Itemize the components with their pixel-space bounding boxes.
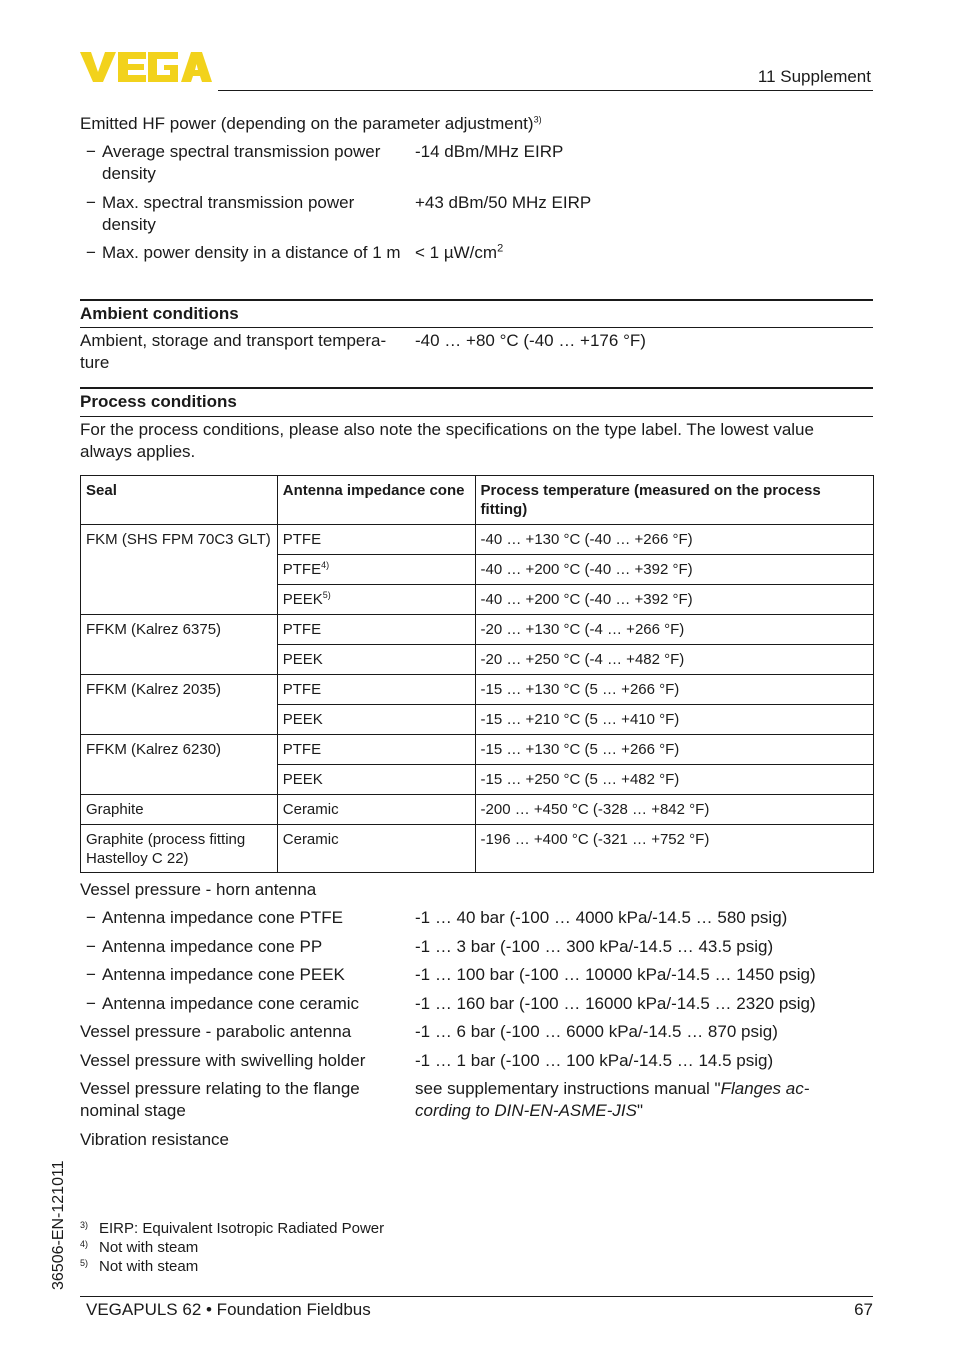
process-heading: Process conditions: [80, 392, 237, 411]
process-temperature-table: [80, 475, 874, 873]
column-header: Antenna impedance cone: [277, 476, 475, 525]
hf-row-value: < 1 $\mu W/cm^2$: [415, 242, 504, 262]
hf-row-label: Average spectral transmission power density: [102, 142, 381, 183]
table-row: [81, 825, 874, 873]
temp-cell: -15 … +130 °C (5 … +266 °F): [475, 735, 873, 765]
table-row: [81, 735, 874, 765]
cone-cell: PEEK: [277, 765, 475, 795]
hf-row-value: -14 dBm/MHz EIRP: [415, 142, 564, 161]
ambient-heading: Ambient conditions: [80, 304, 239, 323]
cone-cell: PTFE: [277, 675, 475, 705]
footer-rule: [80, 1296, 873, 1297]
temp-cell: -40 … +200 °C (-40 … +392 °F): [475, 555, 873, 585]
seal-cell: FFKM (Kalrez 6375): [81, 615, 278, 675]
process-note: For the process conditions, please also note the specifications on the type label. The lowest value always applies.: [80, 420, 814, 461]
flange-value: see supplementary instructions manual "Flanges ac-cording to DIN-EN-ASME-JIS": [415, 1079, 810, 1120]
hf-power-title: Emitted HF power (depending on the parameter adjustment)$^{3)}$: [80, 114, 542, 133]
footnote: 5) Not with steam: [80, 1258, 199, 1275]
column-header: Seal: [81, 476, 278, 525]
cone-cell: PEEK: [277, 645, 475, 675]
temp-cell: -40 … +130 °C (-40 … +266 °F): [475, 525, 873, 555]
section-rule: [80, 416, 873, 417]
dash: −: [86, 243, 96, 262]
temp-cell: -20 … +250 °C (-4 … +482 °F): [475, 645, 873, 675]
dash: −: [86, 142, 96, 161]
section-rule: [80, 387, 873, 389]
table-row: [81, 675, 874, 705]
temp-cell: -15 … +210 °C (5 … +410 °F): [475, 705, 873, 735]
cone-cell: PEEK$^{5)}$: [277, 585, 475, 615]
vibration-label: Vibration resistance: [80, 1130, 229, 1149]
temp-cell: -15 … +130 °C (5 … +266 °F): [475, 675, 873, 705]
table-row: [81, 615, 874, 645]
horn-row-value: -1 … 3 bar (-100 … 300 kPa/-14.5 … 43.5 psig): [415, 937, 774, 956]
cone-cell: PTFE$^{4)}$: [277, 555, 475, 585]
cone-cell: Ceramic: [277, 825, 475, 873]
horn-row-value: -1 … 160 bar (-100 … 16000 kPa/-14.5 … 2320 psig): [415, 994, 816, 1013]
seal-cell: Graphite: [81, 795, 278, 825]
page-number: 67: [854, 1300, 873, 1319]
hf-row-value: +43 dBm/50 MHz EIRP: [415, 193, 592, 212]
vega-logo: [80, 50, 212, 84]
dash: −: [86, 965, 96, 984]
parabolic-label: Vessel pressure - parabolic antenna: [80, 1022, 352, 1041]
table-row: [81, 795, 874, 825]
temp-cell: -20 … +130 °C (-4 … +266 °F): [475, 615, 873, 645]
horn-row-label: Antenna impedance cone PP: [102, 937, 323, 956]
dash: −: [86, 908, 96, 927]
cone-cell: PTFE: [277, 735, 475, 765]
section-title: 11 Supplement: [757, 67, 871, 86]
vega-logo-mark: [80, 50, 212, 84]
footer-product: VEGAPULS 62 • Foundation Fieldbus: [86, 1300, 371, 1319]
footnote: 3) EIRP: Equivalent Isotropic Radiated Power: [80, 1220, 385, 1237]
horn-row-value: -1 … 100 bar (-100 … 10000 kPa/-14.5 … 1450 psig): [415, 965, 816, 984]
table-row: [81, 525, 874, 555]
dash: −: [86, 193, 96, 212]
temp-cell: -15 … +250 °C (5 … +482 °F): [475, 765, 873, 795]
horn-row-value: -1 … 40 bar (-100 … 4000 kPa/-14.5 … 580 psig): [415, 908, 788, 927]
seal-cell: FKM (SHS FPM 70C3 GLT): [81, 525, 278, 615]
header-rule: [218, 90, 873, 91]
temp-cell: -200 … +450 °C (-328 … +842 °F): [475, 795, 873, 825]
horn-row-label: Antenna impedance cone PEEK: [102, 965, 345, 984]
seal-cell: FFKM (Kalrez 6230): [81, 735, 278, 795]
swivel-label: Vessel pressure with swivelling holder: [80, 1051, 366, 1070]
dash: −: [86, 994, 96, 1013]
hf-row-label: Max. spectral transmission power density: [102, 193, 355, 234]
temp-cell: -40 … +200 °C (-40 … +392 °F): [475, 585, 873, 615]
flange-label: Vessel pressure relating to the flange nominal stage: [80, 1079, 360, 1120]
seal-cell: Graphite (process fitting Hastelloy C 22): [81, 825, 278, 873]
dash: −: [86, 937, 96, 956]
ambient-label: Ambient, storage and transport tempera-ture: [80, 331, 387, 372]
section-rule: [80, 327, 873, 328]
cone-cell: PTFE: [277, 615, 475, 645]
cone-cell: PTFE: [277, 525, 475, 555]
ambient-value: -40 … +80 °C (-40 … +176 °F): [415, 331, 646, 350]
cone-cell: Ceramic: [277, 795, 475, 825]
swivel-value: -1 … 1 bar (-100 … 100 kPa/-14.5 … 14.5 psig): [415, 1051, 774, 1070]
document-id: 36506-EN-121011: [50, 1160, 67, 1290]
footnote: 4) Not with steam: [80, 1239, 199, 1256]
cone-cell: PEEK: [277, 705, 475, 735]
table-header-row: [81, 476, 874, 525]
seal-cell: FFKM (Kalrez 2035): [81, 675, 278, 735]
hf-row-label: Max. power density in a distance of 1 m: [102, 243, 401, 262]
horn-row-label: Antenna impedance cone PTFE: [102, 908, 343, 927]
parabolic-value: -1 … 6 bar (-100 … 6000 kPa/-14.5 … 870 psig): [415, 1022, 778, 1041]
temp-cell: -196 … +400 °C (-321 … +752 °F): [475, 825, 873, 873]
column-header: Process temperature (measured on the process fitting): [475, 476, 873, 525]
horn-title: Vessel pressure - horn antenna: [80, 880, 317, 899]
section-rule: [80, 299, 873, 301]
horn-row-label: Antenna impedance cone ceramic: [102, 994, 360, 1013]
